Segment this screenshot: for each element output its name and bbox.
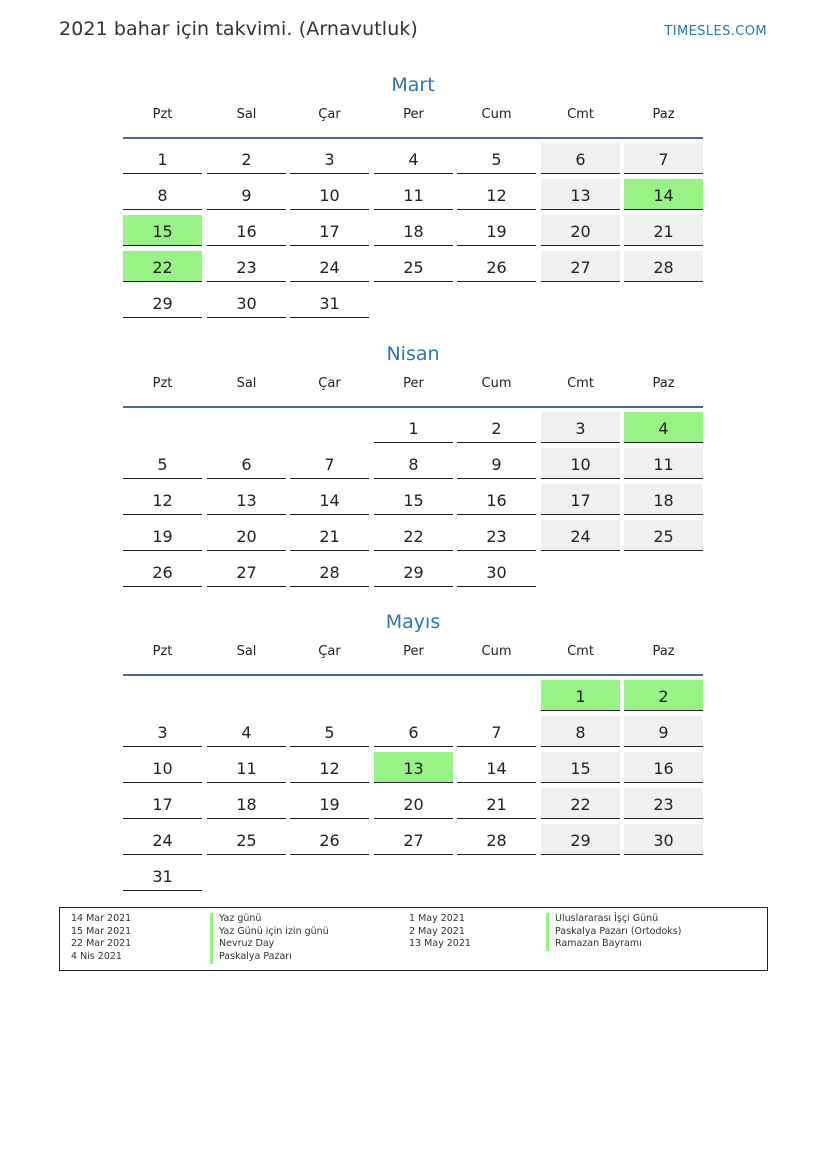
day-cell: 10 (123, 752, 202, 783)
day-cell: 12 (457, 179, 536, 210)
day-cell: 28 (624, 251, 703, 282)
weekday-label: Paz (652, 107, 675, 122)
day-cell: 6 (541, 143, 620, 174)
day-cell: 24 (123, 824, 202, 855)
day-cell: 26 (457, 251, 536, 282)
day-cell-holiday: 13 (374, 752, 453, 783)
day-cell: 14 (290, 484, 369, 515)
day-cell: 31 (290, 287, 369, 318)
weekday-header (123, 100, 703, 138)
day-cell: 21 (457, 788, 536, 819)
weekday-label: Per (403, 107, 424, 122)
day-cell: 9 (624, 716, 703, 747)
day-cell: 4 (207, 716, 286, 747)
legend-holiday-name: Uluslararası İşçi Günü (546, 913, 681, 926)
weekday-label: Cmt (567, 107, 594, 122)
day-cell-holiday: 14 (624, 179, 703, 210)
weekday-label: Cum (481, 107, 512, 122)
day-cell: 20 (207, 520, 286, 551)
day-cell: 18 (624, 484, 703, 515)
day-cell: 31 (123, 860, 202, 891)
legend-date: 2 May 2021 (409, 925, 465, 937)
day-cell: 1 (374, 412, 453, 443)
weekday-label: Paz (652, 644, 675, 659)
day-cell: 4 (374, 143, 453, 174)
day-cell: 17 (290, 215, 369, 246)
day-cell: 3 (123, 716, 202, 747)
weekday-label: Çar (318, 644, 341, 659)
day-cell: 19 (123, 520, 202, 551)
day-cell: 24 (541, 520, 620, 551)
day-cell: 7 (457, 716, 536, 747)
day-cell: 13 (541, 179, 620, 210)
legend-holiday-name: Nevruz Day (210, 938, 329, 951)
day-cell: 17 (541, 484, 620, 515)
day-cell: 19 (290, 788, 369, 819)
day-cell: 28 (457, 824, 536, 855)
day-cell: 23 (457, 520, 536, 551)
weekday-label: Pzt (152, 644, 173, 659)
weekday-header (123, 637, 703, 675)
day-cell: 9 (207, 179, 286, 210)
day-cell: 21 (290, 520, 369, 551)
day-cell-holiday: 22 (123, 251, 202, 282)
day-cell: 29 (374, 556, 453, 587)
legend-date: 1 May 2021 (409, 913, 465, 924)
month-name: Mart (391, 74, 435, 96)
weekday-label: Cum (481, 644, 512, 659)
day-cell: 16 (207, 215, 286, 246)
legend-holiday-name: Paskalya Pazarı (210, 951, 329, 964)
weekday-label: Sal (236, 107, 257, 122)
day-cell: 6 (374, 716, 453, 747)
day-cell: 11 (374, 179, 453, 210)
legend-left-names (210, 913, 329, 964)
day-cell-holiday: 1 (541, 680, 620, 711)
day-cell: 6 (207, 448, 286, 479)
header-divider (123, 137, 703, 139)
day-cell: 13 (207, 484, 286, 515)
legend-holiday-name: Paskalya Pazarı (Ortodoks) (546, 926, 681, 939)
day-cell: 30 (457, 556, 536, 587)
day-cell: 26 (123, 556, 202, 587)
day-cell: 12 (123, 484, 202, 515)
weekday-label: Çar (318, 107, 341, 122)
weekday-label: Sal (236, 376, 257, 391)
day-cell: 23 (207, 251, 286, 282)
day-cell: 26 (290, 824, 369, 855)
weekday-label: Cmt (567, 376, 594, 391)
weekday-label: Cmt (567, 644, 594, 659)
day-cell: 8 (541, 716, 620, 747)
day-cell: 27 (207, 556, 286, 587)
day-cell: 11 (624, 448, 703, 479)
day-cell: 2 (207, 143, 286, 174)
day-cell: 7 (290, 448, 369, 479)
day-cell: 29 (123, 287, 202, 318)
weekday-label: Çar (318, 376, 341, 391)
month-name: Mayıs (385, 611, 441, 633)
day-cell: 8 (374, 448, 453, 479)
day-cell: 3 (541, 412, 620, 443)
day-cell: 14 (457, 752, 536, 783)
legend-date: 15 Mar 2021 (71, 925, 132, 937)
day-cell: 16 (624, 752, 703, 783)
day-cell: 30 (207, 287, 286, 318)
site-link[interactable]: TIMESLES.COM (664, 24, 767, 39)
day-cell: 16 (457, 484, 536, 515)
day-cell: 7 (624, 143, 703, 174)
day-cell: 17 (123, 788, 202, 819)
month-1 (123, 70, 703, 313)
day-cell: 2 (457, 412, 536, 443)
legend-date: 4 Nis 2021 (71, 951, 122, 963)
page-title: 2021 bahar için takvimi. (Arnavutluk) (59, 18, 418, 40)
day-cell: 27 (374, 824, 453, 855)
day-cell: 18 (207, 788, 286, 819)
header-divider (123, 674, 703, 676)
day-cell: 27 (541, 251, 620, 282)
day-cell: 22 (374, 520, 453, 551)
legend-right-dates (409, 913, 471, 951)
weekday-label: Cum (481, 376, 512, 391)
day-cell: 21 (624, 215, 703, 246)
legend-holiday-name: Yaz günü (210, 913, 329, 926)
day-cell: 8 (123, 179, 202, 210)
day-cell: 29 (541, 824, 620, 855)
legend-holiday-name: Ramazan Bayramı (546, 938, 681, 951)
day-cell: 25 (624, 520, 703, 551)
legend-date: 13 May 2021 (409, 938, 471, 950)
day-cell: 18 (374, 215, 453, 246)
day-cell: 23 (624, 788, 703, 819)
day-cell: 20 (374, 788, 453, 819)
day-cell: 24 (290, 251, 369, 282)
legend-date: 22 Mar 2021 (71, 938, 132, 950)
day-cell: 28 (290, 556, 369, 587)
day-cell: 9 (457, 448, 536, 479)
day-cell: 25 (374, 251, 453, 282)
day-cell-holiday: 15 (123, 215, 202, 246)
day-cell: 25 (207, 824, 286, 855)
weekday-label: Per (403, 376, 424, 391)
day-cell: 5 (290, 716, 369, 747)
holiday-legend (59, 907, 768, 971)
legend-left-dates (71, 913, 131, 964)
weekday-label: Paz (652, 376, 675, 391)
legend-date: 14 Mar 2021 (71, 913, 132, 924)
day-cell: 20 (541, 215, 620, 246)
day-cell: 11 (207, 752, 286, 783)
header-divider (123, 406, 703, 408)
month-3 (123, 607, 703, 886)
month-2 (123, 339, 703, 582)
weekday-label: Per (403, 644, 424, 659)
day-cell: 30 (624, 824, 703, 855)
legend-holiday-name: Yaz Günü için izin günü (210, 926, 329, 939)
day-cell: 22 (541, 788, 620, 819)
day-cell: 10 (541, 448, 620, 479)
day-cell: 15 (541, 752, 620, 783)
legend-right-names (546, 913, 681, 951)
day-cell: 12 (290, 752, 369, 783)
day-cell-holiday: 4 (624, 412, 703, 443)
day-cell: 15 (374, 484, 453, 515)
weekday-label: Sal (236, 644, 257, 659)
weekday-label: Pzt (152, 376, 173, 391)
day-cell: 19 (457, 215, 536, 246)
weekday-label: Pzt (152, 107, 173, 122)
weekday-header (123, 369, 703, 407)
day-cell: 5 (457, 143, 536, 174)
day-cell: 10 (290, 179, 369, 210)
day-cell: 5 (123, 448, 202, 479)
day-cell-holiday: 2 (624, 680, 703, 711)
month-name: Nisan (386, 343, 440, 365)
day-cell: 3 (290, 143, 369, 174)
day-cell: 1 (123, 143, 202, 174)
